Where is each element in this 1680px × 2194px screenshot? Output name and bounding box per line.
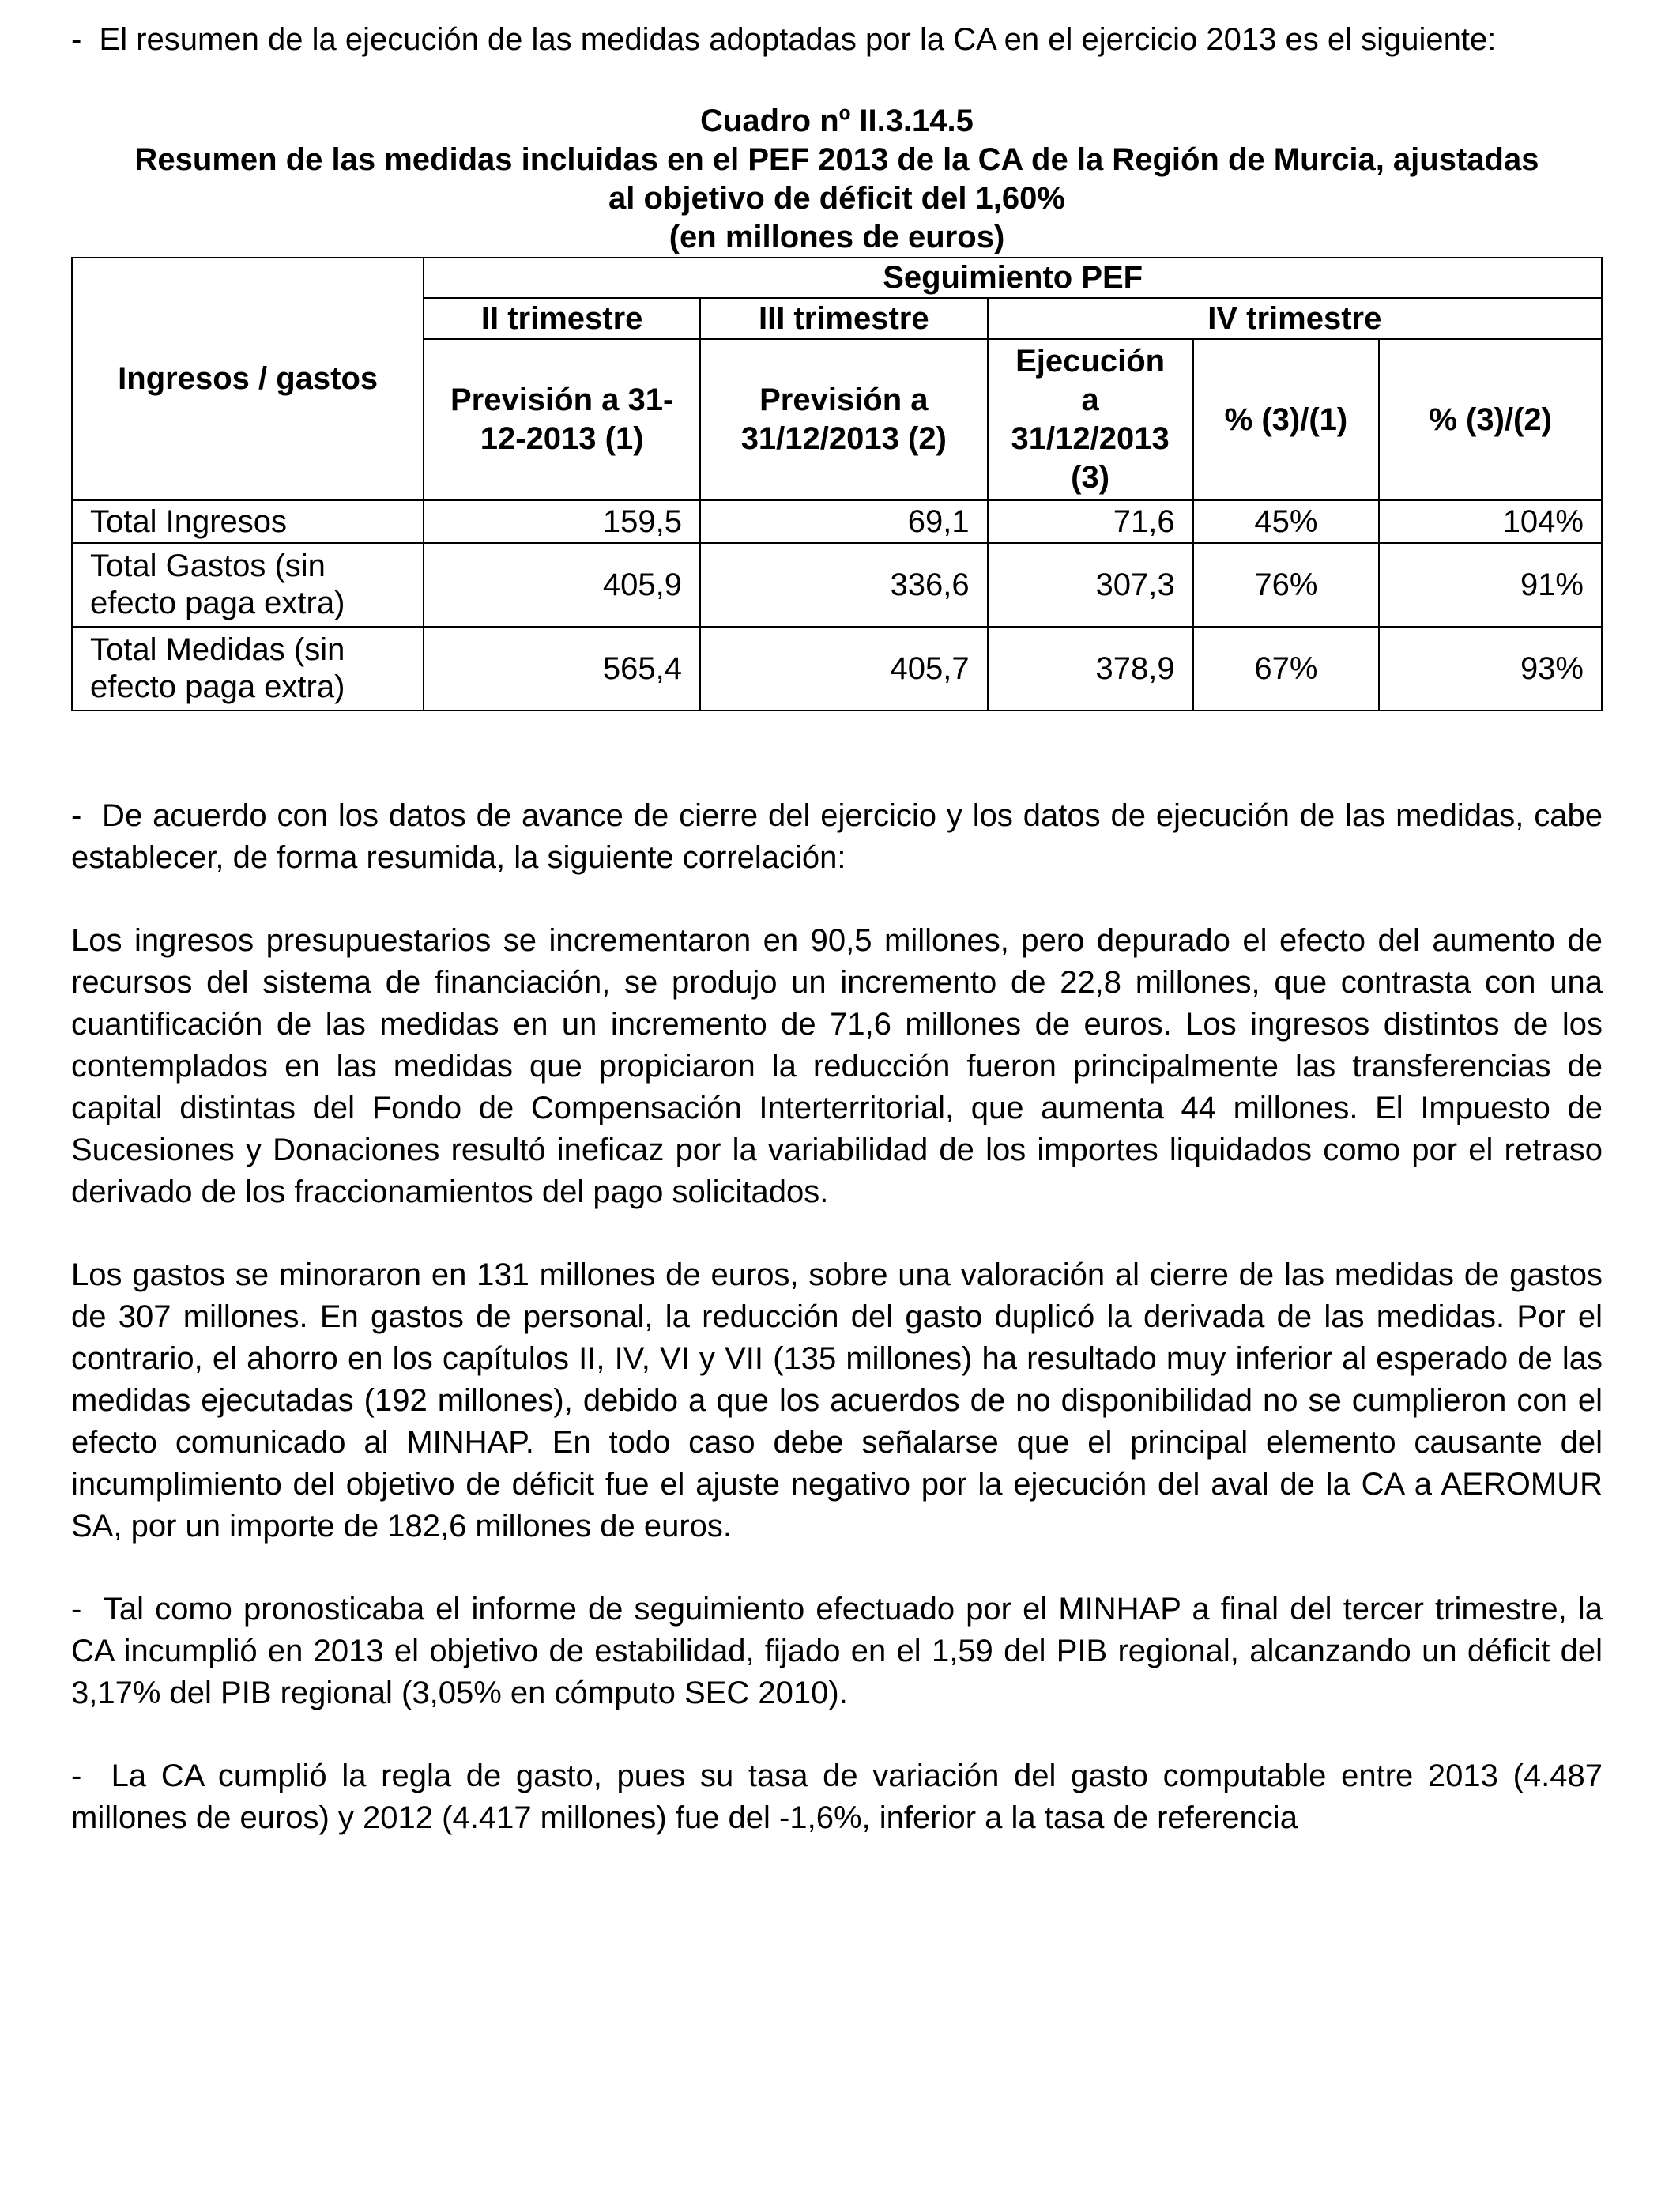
cell-ejecucion: 378,9 [988,627,1193,711]
paragraph-estabilidad: - Tal como pronosticaba el informe de seguimiento efectuado por el MINHAP a final del tercer trimestre, la CA incumplió en 2013 el objetivo de estabilidad, fijado en el 1,59 del PIB regional, alcanzando un déficit del 3,17% del PIB regional (3,05% en cómputo SEC 2010). [71,1592,1612,1710]
table-caption [71,102,1603,257]
cell-prevision-1: 565,4 [424,627,700,711]
cell-pct-3-2: 93% [1379,627,1602,711]
cell-pct-3-1: 76% [1193,543,1380,627]
paragraph-gastos: Los gastos se minoraron en 131 millones de euros, sobre una valoración al cierre de las medidas de gastos de 307 millones. En gastos de personal, la reducción del gasto duplicó la derivada de las medidas. Por el contrario, el ahorro en los capítulos II, IV, VI y VII (135 millones) ha resultado muy inferior al esperado de las medidas ejecutadas (192 millones), debido a que los acuerdos de no disponibilidad no se cumplieron con el efecto comunicado al MINHAP. En todo caso debe señalarse que el principal elemento causante del incumplimiento del objetivo de déficit fue el ajuste negativo por la ejecución del aval de la CA a AEROMUR SA, por un importe de 182,6 millones de euros. [71,1257,1603,1544]
cell-ejecucion: 71,6 [988,500,1193,543]
cell-prevision-2: 69,1 [700,500,988,543]
table-title-line1: Resumen de las medidas incluidas en el PEF 2013 de la CA de la Región de Murcia, ajustadas [134,142,1539,177]
row-label: Total Medidas (sin efecto paga extra) [72,627,424,711]
row-header-cell: Ingresos / gastos [72,258,424,500]
paragraph-ingresos: Los ingresos presupuestarios se incrementaron en 90,5 millones, pero depurado el efecto del aumento de recursos del sistema de financiación, se produjo un incremento de 22,8 millones, que contrasta con una cuantificación de las medidas en un incremento de 71,6 millones de euros. Los ingresos distintos de los contemplados en las medidas que propiciaron la reducción fueron principalmente las transferencias de capital distintas del Fondo de Compensación Interterritorial, que aumenta 44 millones. El Impuesto de Sucesiones y Donaciones resultó ineficaz por la variabilidad de los importes liquidados como por el retraso derivado de los fraccionamientos del pago solicitados. [71,923,1603,1209]
paragraph-regla-gasto: - La CA cumplió la regla de gasto, pues su tasa de variación del gasto computable entre 2013 (4.487 millones de euros) y 2012 (4.417 millones) fue del -1,6%, inferior a la tasa de referencia [71,1759,1612,1835]
quarter-header-iii: III trimestre [700,298,988,339]
column-header-pct-3-1: % (3)/(1) [1193,339,1380,500]
paragraph-correlation: - De acuerdo con los datos de avance de cierre del ejercicio y los datos de ejecución de las medidas, cabe establecer, de forma resumida, la siguiente correlación: [71,798,1612,875]
cell-pct-3-1: 45% [1193,500,1380,543]
cell-prevision-2: 405,7 [700,627,988,711]
table-number: Cuadro nº II.3.14.5 [700,104,974,138]
cell-prevision-2: 336,6 [700,543,988,627]
cell-pct-3-1: 67% [1193,627,1380,711]
row-label: Total Gastos (sin efecto paga extra) [72,543,424,627]
column-header-ejecucion: Ejecución a 31/12/2013 (3) [988,339,1193,500]
table-title-line2: al objetivo de déficit del 1,60% [608,181,1065,216]
cell-pct-3-2: 91% [1379,543,1602,627]
table-row [72,627,1602,711]
row-label: Total Ingresos [72,500,424,543]
table-units: (en millones de euros) [669,220,1005,254]
quarter-header-iv: IV trimestre [988,298,1602,339]
column-header-prevision-1: Previsión a 31-12-2013 (1) [424,339,700,500]
cell-prevision-1: 159,5 [424,500,700,543]
cell-pct-3-2: 104% [1379,500,1602,543]
column-header-pct-3-2: % (3)/(2) [1379,339,1602,500]
table-row [72,500,1602,543]
cell-prevision-1: 405,9 [424,543,700,627]
measures-table [71,257,1603,711]
table-row [72,543,1602,627]
column-header-prevision-2: Previsión a 31/12/2013 (2) [700,339,988,500]
document-page [71,19,1612,1839]
intro-paragraph: - El resumen de la ejecución de las medidas adoptadas por la CA en el ejercicio 2013 es el siguiente: [71,22,1497,57]
quarter-header-ii: II trimestre [424,298,700,339]
cell-ejecucion: 307,3 [988,543,1193,627]
group-header-cell: Seguimiento PEF [424,258,1602,298]
